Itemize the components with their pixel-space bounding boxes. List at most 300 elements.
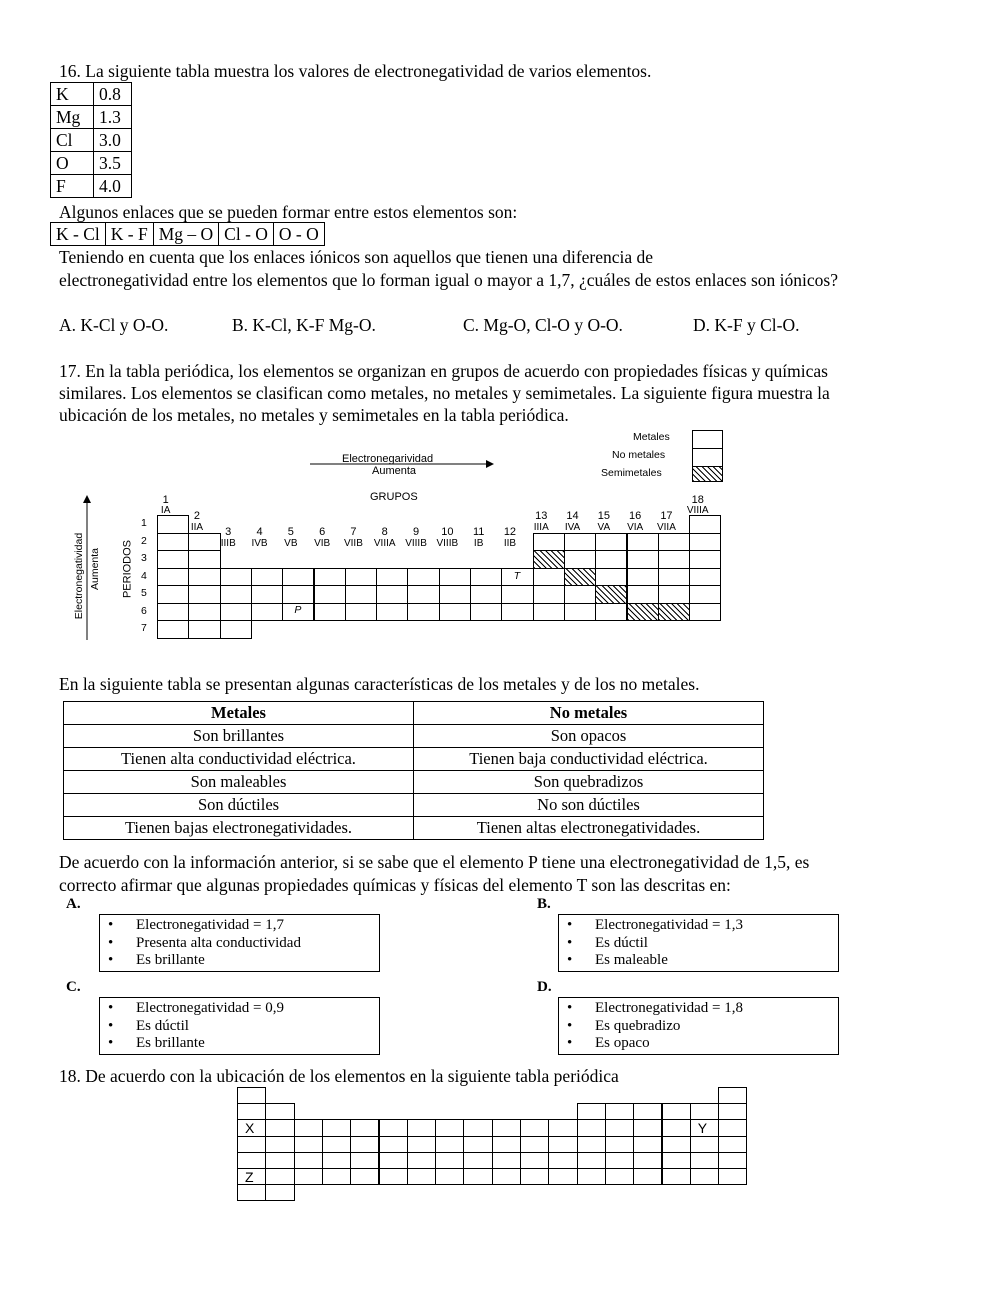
marker-y: Y: [697, 1120, 708, 1137]
period-number: 2: [141, 534, 147, 547]
periodic-cell: [658, 568, 690, 587]
q16-statement: Teniendo en cuenta que los enlaces iónicos son aquellos que tienen una diferencia de: [59, 247, 654, 267]
option-item: Electronegatividad = 0,9: [136, 1000, 284, 1016]
periodic-cell: [376, 568, 408, 587]
periodic-cell: [463, 1168, 492, 1185]
q16-option-a[interactable]: A. K-Cl y O-O.: [59, 315, 169, 335]
periodic-cell: [188, 550, 220, 569]
periodic-cell: [658, 603, 690, 622]
periodic-cell: [407, 1136, 436, 1153]
table-row: [51, 106, 132, 129]
periodic-cell: [251, 568, 283, 587]
periodic-cell: [492, 1119, 521, 1136]
periodic-cell: [689, 568, 721, 587]
periodic-cell: [718, 1168, 747, 1185]
periodic-cell: [492, 1168, 521, 1185]
periodic-cell: [294, 1152, 323, 1169]
element-symbol: F: [51, 175, 94, 198]
bonds-table: [50, 222, 325, 246]
q16-option-d[interactable]: D. K-F y Cl-O.: [693, 315, 800, 335]
q16-option-b[interactable]: B. K-Cl, K-F Mg-O.: [232, 315, 376, 335]
periodic-cell: [689, 550, 721, 569]
bullet-icon: •: [567, 1000, 573, 1016]
periodic-cell: [463, 1136, 492, 1153]
group-number: 15: [597, 510, 610, 522]
group-roman: IB: [473, 538, 484, 549]
periodic-cell: [533, 585, 565, 604]
periodic-cell: [718, 1152, 747, 1169]
periodic-cell: [314, 585, 346, 604]
periodic-cell: [627, 550, 659, 569]
group-number: 1: [162, 494, 169, 506]
periodic-cell: [564, 585, 596, 604]
periodic-cell: [322, 1119, 351, 1136]
periodic-cell: [605, 1119, 634, 1136]
periodic-cell: [577, 1103, 606, 1120]
periodic-cell: [322, 1168, 351, 1185]
periodic-cell: [501, 603, 533, 622]
element-value: 0.8: [94, 83, 132, 106]
table-row: [51, 175, 132, 198]
bond-cell: K - Cl: [51, 223, 106, 246]
cell-metal: Son brillantes: [64, 725, 414, 748]
periodic-cell: [439, 603, 471, 622]
group-roman: IIA: [190, 522, 204, 533]
bullet-icon: •: [108, 1000, 114, 1016]
periodic-cell: [520, 1168, 549, 1185]
periodic-cell: [605, 1103, 634, 1120]
group-number: 7: [350, 526, 357, 538]
periodic-cell: [595, 568, 627, 587]
periodic-cell: [548, 1136, 577, 1153]
periodic-cell: [314, 603, 346, 622]
q16-statement: electronegatividad entre los elementos que lo forman igual o mayor a 1,7, ¿cuáles de estos enlaces son iónicos?: [59, 270, 838, 290]
periodic-cell: [548, 1119, 577, 1136]
side-label-aumenta: Aumenta: [89, 547, 101, 591]
periodic-cell: [157, 568, 189, 587]
table-row: [64, 771, 764, 794]
periodic-cell: [533, 568, 565, 587]
periodic-table-figure: [0, 425, 1000, 645]
marker-z: Z: [245, 1169, 254, 1185]
periodic-cell: [627, 585, 659, 604]
periodic-cell: [548, 1168, 577, 1185]
group-roman: IIB: [503, 538, 517, 549]
periodic-cell: [220, 620, 252, 639]
periodic-cell: [689, 585, 721, 604]
periodic-cell: [463, 1152, 492, 1169]
group-roman: VIB: [314, 538, 331, 549]
cell-no-metal: Son quebradizos: [414, 771, 764, 794]
periodic-cell: [157, 603, 189, 622]
periodic-cell: [564, 533, 596, 552]
element-symbol: O: [51, 152, 94, 175]
option-item: Es maleable: [595, 952, 668, 968]
group-number: 12: [503, 526, 517, 538]
bullet-icon: •: [108, 917, 114, 933]
periodic-cell: [470, 585, 502, 604]
group-roman: IA: [160, 505, 171, 516]
characteristics-table: [63, 701, 764, 840]
periodic-cell: [220, 568, 252, 587]
option-letter: D.: [537, 979, 552, 995]
table-row: [51, 152, 132, 175]
legend-swatch-semimetales: [692, 466, 723, 482]
bonds-intro: Algunos enlaces que se pueden formar entre estos elementos son:: [59, 202, 518, 222]
periodic-cell: [633, 1103, 662, 1120]
group-roman: VIIB: [343, 538, 363, 549]
periodic-cell: [595, 585, 627, 604]
periodic-cell: [265, 1168, 294, 1185]
periodic-cell: [577, 1136, 606, 1153]
group-roman: IIIB: [220, 538, 236, 549]
cell-no-metal: Tienen altas electronegatividades.: [414, 817, 764, 840]
periodic-cell: [157, 533, 189, 552]
periodic-cell: [407, 568, 439, 587]
group-number: 3: [225, 526, 232, 538]
bullet-icon: •: [567, 1035, 573, 1051]
cell-metal: Son maleables: [64, 771, 414, 794]
cell-no-metal: No son dúctiles: [414, 794, 764, 817]
periodic-cell: [294, 1119, 323, 1136]
periodic-cell: [577, 1168, 606, 1185]
periodic-cell: [265, 1119, 294, 1136]
option-item: Es brillante: [136, 1035, 205, 1051]
group-number: 10: [441, 526, 454, 538]
side-label-electronegatividad: Electronegatividad: [73, 532, 85, 620]
periodic-cell: [265, 1103, 294, 1120]
periodic-cell: [605, 1136, 634, 1153]
table-row: [64, 725, 764, 748]
periods-label: PERIODOS: [121, 539, 134, 599]
periodic-cell: [689, 533, 721, 552]
group-number: 14: [566, 510, 579, 522]
bullet-icon: •: [108, 1035, 114, 1051]
cell-metal: Tienen alta conductividad eléctrica.: [64, 748, 414, 771]
periodic-cell: [345, 568, 377, 587]
option-letter: C.: [66, 979, 81, 995]
bond-cell: O - O: [273, 223, 324, 246]
periodic-cell: [251, 603, 283, 622]
periodic-cell: [435, 1119, 464, 1136]
periodic-cell: [595, 603, 627, 622]
periodic-cell: [237, 1087, 266, 1104]
q17-option-c[interactable]: [99, 997, 380, 1055]
bond-cell: Mg – O: [153, 223, 218, 246]
periodic-cell: [379, 1152, 408, 1169]
periodic-cell: [548, 1152, 577, 1169]
periodic-cell: [633, 1152, 662, 1169]
periodic-cell: [265, 1184, 294, 1201]
q17-option-a[interactable]: [99, 914, 380, 972]
periodic-cell: [439, 585, 471, 604]
periodic-cell: [470, 603, 502, 622]
option-letter: A.: [66, 896, 81, 912]
group-roman: IVA: [564, 522, 581, 533]
periodic-cell: [157, 620, 189, 639]
cell-metal: Son dúctiles: [64, 794, 414, 817]
periodic-cell: [633, 1136, 662, 1153]
periodic-cell: [577, 1152, 606, 1169]
q16-intro: 16. La siguiente tabla muestra los valores de electronegatividad de varios elementos.: [59, 61, 652, 81]
periodic-cell: [237, 1152, 266, 1169]
legend-label-no-metales: No metales: [612, 449, 666, 461]
periodic-cell: [501, 585, 533, 604]
legend-label-semimetales: Semimetales: [601, 467, 662, 479]
q17-intro: 17. En la tabla periódica, los elementos se organizan en grupos de acuerdo con propiedades físicas y químicas: [59, 361, 828, 381]
periodic-cell: [577, 1119, 606, 1136]
periodic-cell: [294, 1136, 323, 1153]
header-metales: Metales: [64, 702, 414, 725]
legend-label-metales: Metales: [633, 431, 670, 443]
period-number: 4: [141, 569, 147, 582]
periodic-cell: [188, 585, 220, 604]
characteristics-intro: En la siguiente tabla se presentan algunas características de los metales y de los no metales.: [59, 674, 700, 694]
periodic-cell: [633, 1119, 662, 1136]
table-row: [64, 817, 764, 840]
periodic-cell: [605, 1168, 634, 1185]
periodic-cell: [463, 1119, 492, 1136]
option-item: Electronegatividad = 1,8: [595, 1000, 743, 1016]
bullet-icon: •: [567, 952, 573, 968]
periodic-cell: [690, 1103, 719, 1120]
periodic-cell: [690, 1168, 719, 1185]
bullet-icon: •: [567, 917, 573, 933]
periodic-cell: [188, 603, 220, 622]
periodic-cell: [658, 550, 690, 569]
period-number: 1: [141, 517, 147, 529]
periodic-cell: [379, 1119, 408, 1136]
element-value: 4.0: [94, 175, 132, 198]
group-roman: VIIA: [656, 522, 676, 533]
periodic-cell: [251, 585, 283, 604]
periodic-cell: [188, 620, 220, 639]
periodic-cell: [350, 1168, 379, 1185]
periodic-cell: [314, 568, 346, 587]
bullet-icon: •: [108, 1017, 114, 1034]
option-item: Presenta alta conductividad: [136, 934, 301, 951]
periodic-cell: [435, 1136, 464, 1153]
periodic-cell: [627, 603, 659, 622]
element-value: 3.0: [94, 129, 132, 152]
periodic-cell: [407, 1119, 436, 1136]
periodic-cell: [376, 603, 408, 622]
group-roman: VB: [284, 538, 298, 549]
arrow-label-bottom: Aumenta: [372, 465, 417, 477]
table-row: [64, 702, 764, 725]
option-item: Es opaco: [595, 1035, 650, 1051]
periodic-cell: [718, 1119, 747, 1136]
header-no-metales: No metales: [414, 702, 764, 725]
periodic-cell: [492, 1152, 521, 1169]
q17-option-d[interactable]: [558, 997, 839, 1055]
group-number: 5: [287, 526, 294, 538]
periodic-cell: [658, 533, 690, 552]
group-number: 6: [319, 526, 326, 538]
element-symbol: K: [51, 83, 94, 106]
periodic-cell: [407, 1152, 436, 1169]
periodic-cell: [627, 533, 659, 552]
periodic-cell: [689, 603, 721, 622]
element-symbol: Mg: [51, 106, 94, 129]
table-row: [64, 748, 764, 771]
q17-question: correcto afirmar que algunas propiedades químicas y físicas del elemento T son las descritas en:: [59, 875, 731, 895]
group-roman: VIIIA: [373, 538, 396, 549]
bullet-icon: •: [108, 934, 114, 951]
period-number: 7: [141, 622, 147, 634]
group-roman: VIIIB: [405, 538, 427, 549]
option-item: Electronegatividad = 1,7: [136, 917, 284, 933]
groups-label: GRUPOS: [370, 491, 418, 503]
electronegativity-table: [50, 82, 132, 198]
period-number: 6: [141, 604, 147, 617]
period-number: 3: [141, 552, 147, 564]
periodic-cell: [533, 533, 565, 552]
periodic-cell: [220, 585, 252, 604]
periodic-cell: [564, 603, 596, 622]
periodic-table-q18: [0, 1085, 1000, 1210]
element-symbol: Cl: [51, 129, 94, 152]
periodic-cell: [350, 1136, 379, 1153]
cell-no-metal: Son opacos: [414, 725, 764, 748]
periodic-cell: [718, 1103, 747, 1120]
periodic-cell: [662, 1152, 691, 1169]
group-number: 17: [660, 510, 673, 522]
group-number: 9: [412, 526, 420, 538]
q17-question: De acuerdo con la información anterior, si se sabe que el elemento P tiene una electronegatividad de 1,5, es: [59, 852, 810, 872]
period-number: 5: [141, 587, 147, 599]
periodic-cell: [662, 1103, 691, 1120]
legend-swatch-no-metales: [692, 448, 723, 467]
periodic-cell: [265, 1152, 294, 1169]
periodic-cell: [595, 533, 627, 552]
periodic-cell: [345, 603, 377, 622]
periodic-cell: [718, 1087, 747, 1104]
periodic-cell: [533, 550, 565, 569]
periodic-cell: [658, 585, 690, 604]
table-row: [64, 794, 764, 817]
group-roman: VA: [597, 522, 611, 533]
periodic-cell: [345, 585, 377, 604]
marker-x: X: [245, 1120, 255, 1137]
periodic-cell: [492, 1136, 521, 1153]
periodic-cell: [470, 568, 502, 587]
periodic-cell: [564, 568, 596, 587]
marker-t: T: [513, 569, 521, 582]
group-number: 4: [256, 526, 263, 538]
periodic-cell: [520, 1119, 549, 1136]
arrow-label-top: Electronegarividad: [342, 453, 434, 465]
marker-p: P: [294, 603, 302, 616]
periodic-cell: [627, 568, 659, 587]
periodic-cell: [435, 1152, 464, 1169]
periodic-cell: [605, 1152, 634, 1169]
bullet-icon: •: [567, 1017, 573, 1034]
legend-swatch-metales: [692, 430, 723, 449]
periodic-cell: [282, 585, 314, 604]
periodic-cell: [407, 585, 439, 604]
group-number: 18: [691, 494, 704, 506]
periodic-cell: [595, 550, 627, 569]
periodic-cell: [265, 1136, 294, 1153]
periodic-cell: [379, 1168, 408, 1185]
periodic-cell: [350, 1119, 379, 1136]
table-row: [51, 129, 132, 152]
periodic-cell: [157, 550, 189, 569]
q18-intro: 18. De acuerdo con la ubicación de los elementos en la siguiente tabla periódica: [59, 1066, 619, 1086]
periodic-cell: [407, 603, 439, 622]
periodic-cell: [282, 568, 314, 587]
bond-cell: Cl - O: [219, 223, 274, 246]
cell-metal: Tienen bajas electronegatividades.: [64, 817, 414, 840]
periodic-cell: [322, 1136, 351, 1153]
group-roman: VIIIB: [436, 538, 459, 549]
periodic-cell: [690, 1136, 719, 1153]
periodic-cell: [188, 568, 220, 587]
bullet-icon: •: [567, 934, 573, 951]
option-item: Electronegatividad = 1,3: [595, 917, 743, 933]
group-number: 16: [629, 510, 642, 522]
group-number: 2: [193, 510, 200, 522]
periodic-cell: [435, 1168, 464, 1185]
periodic-cell: [662, 1119, 691, 1136]
periodic-cell: [237, 1103, 266, 1120]
element-value: 1.3: [94, 106, 132, 129]
table-row: [51, 83, 132, 106]
group-roman: VIIIA: [686, 505, 709, 516]
option-letter: B.: [537, 896, 551, 912]
group-roman: VIA: [627, 522, 644, 533]
periodic-cell: [633, 1168, 662, 1185]
periodic-cell: [157, 585, 189, 604]
q17-intro: ubicación de los metales, no metales y semimetales en la tabla periódica.: [59, 405, 569, 425]
table-row: [51, 223, 325, 246]
q17-intro: similares. Los elementos se clasifican como metales, no metales y semimetales. La siguiente figura muestra la: [59, 383, 830, 403]
group-number: 13: [535, 510, 548, 522]
periodic-cell: [376, 585, 408, 604]
option-item: Es dúctil: [595, 934, 648, 951]
option-item: Es brillante: [136, 952, 205, 968]
periodic-cell: [237, 1136, 266, 1153]
periodic-cell: [379, 1136, 408, 1153]
q16-option-c[interactable]: C. Mg-O, Cl-O y O-O.: [463, 315, 623, 335]
periodic-cell: [718, 1136, 747, 1153]
periodic-cell: [662, 1168, 691, 1185]
bond-cell: K - F: [105, 223, 153, 246]
bullet-icon: •: [108, 952, 114, 968]
periodic-cell: [533, 603, 565, 622]
periodic-cell: [220, 603, 252, 622]
group-number: 8: [381, 526, 388, 538]
group-roman: IIIA: [533, 522, 549, 533]
periodic-cell: [520, 1152, 549, 1169]
periodic-cell: [690, 1152, 719, 1169]
periodic-cell: [662, 1136, 691, 1153]
arrow-right-icon: [310, 459, 495, 469]
periodic-cell: [520, 1136, 549, 1153]
group-roman: IVB: [251, 538, 268, 549]
element-value: 3.5: [94, 152, 132, 175]
group-number: 11: [472, 526, 485, 538]
periodic-cell: [350, 1152, 379, 1169]
periodic-cell: [689, 515, 721, 534]
periodic-cell: [294, 1168, 323, 1185]
periodic-cell: [564, 550, 596, 569]
q17-option-b[interactable]: [558, 914, 839, 972]
cell-no-metal: Tienen baja conductividad eléctrica.: [414, 748, 764, 771]
option-item: Es dúctil: [136, 1017, 189, 1034]
periodic-cell: [407, 1168, 436, 1185]
